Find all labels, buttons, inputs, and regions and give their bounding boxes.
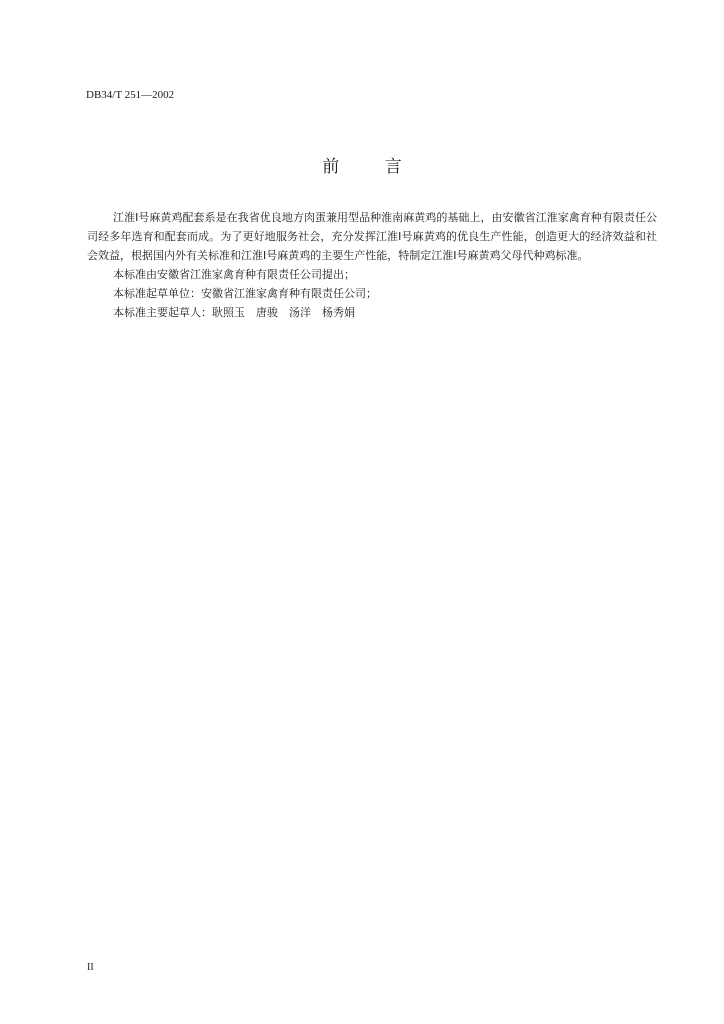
- document-code: DB34/T 251—2002: [86, 89, 175, 101]
- foreword-body: [87, 208, 657, 322]
- paragraph-drafters: 本标准主要起草人：耿照玉 唐骏 汤洋 杨秀娟: [113, 306, 355, 319]
- page-number: II: [87, 962, 94, 973]
- paragraph-proposer: 本标准由安徽省江淮家禽育种有限责任公司提出；: [113, 268, 355, 281]
- paragraph-drafting-unit: 本标准起草单位：安徽省江淮家禽育种有限责任公司；: [113, 287, 377, 300]
- title-char-1: 前: [322, 157, 340, 177]
- paragraph-intro: 江淮Ⅰ号麻黄鸡配套系是在我省优良地方肉蛋兼用型品种淮南麻黄鸡的基础上，由安徽省江淮家禽育种有限责任公司经多年选育和配套而成。为了更好地服务社会，充分发挥江淮Ⅰ号麻黄鸡的优良生产性能，创造更大的经济效益和社会效益，根据国内外有关标准和江淮Ⅰ号麻黄鸡的主要生产性能，特制定江淮Ⅰ号麻黄鸡父母代种鸡标准。: [87, 211, 657, 262]
- title-char-2: 言: [384, 157, 402, 177]
- page-title: [0, 152, 724, 177]
